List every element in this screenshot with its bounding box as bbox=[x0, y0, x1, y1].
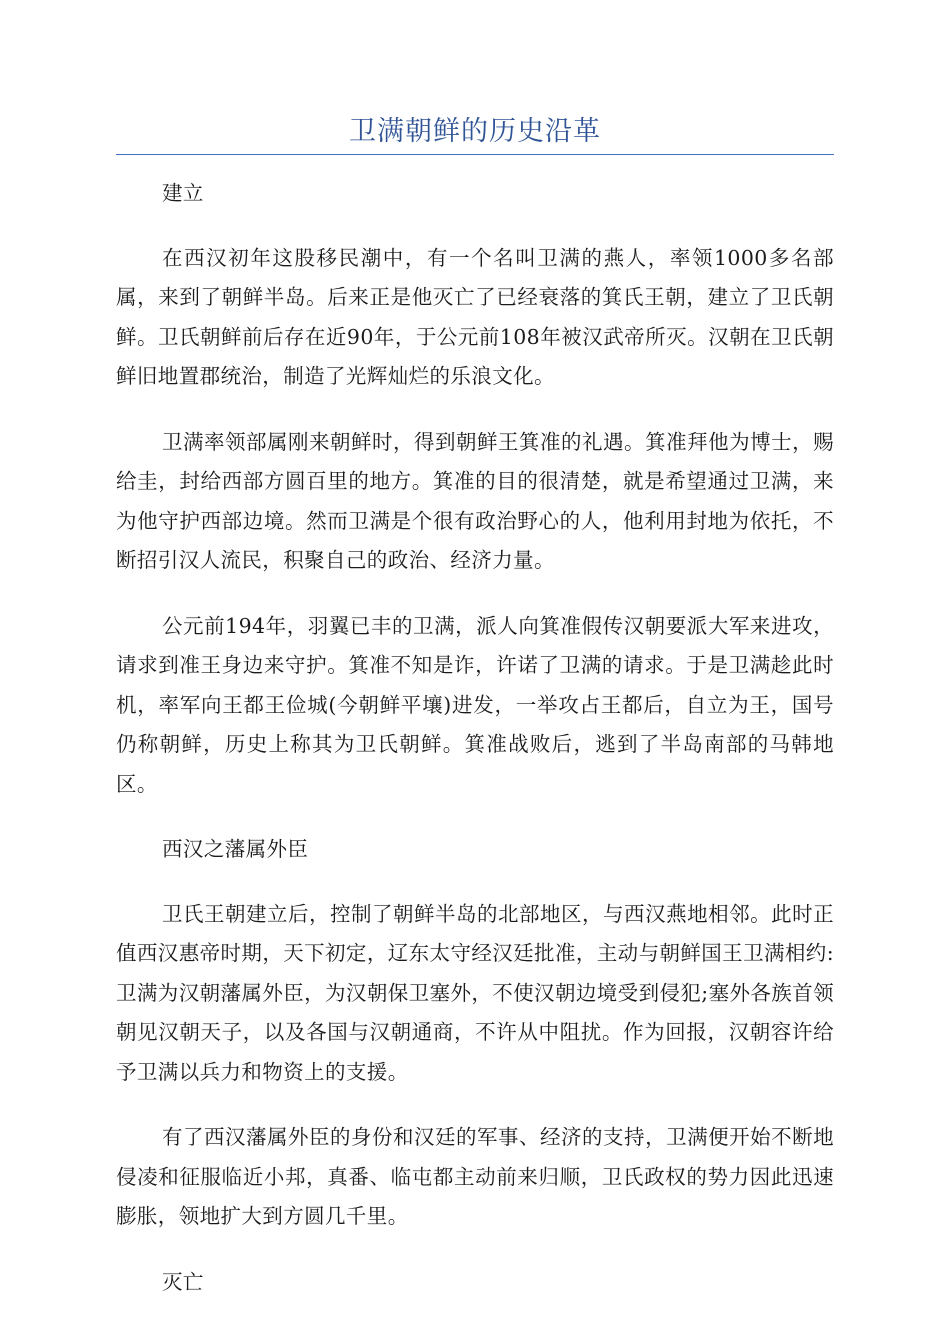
section-heading-vassal: 西汉之藩属外臣 bbox=[162, 837, 309, 861]
paragraph: 公元前194年，羽翼已丰的卫满，派人向箕准假传汉朝要派大军来进攻，请求到准王身边来守护。箕准不知是诈，许诺了卫满的请求。于是卫满趁此时机，率军向王都王俭城(今朝鲜平壤)进发，一举攻占王都后，自立为王，国号仍称朝鲜，历史上称其为卫氏朝鲜。箕准战败后，逃到了半岛南部的马韩地区。 bbox=[116, 613, 834, 796]
paragraph: 卫氏王朝建立后，控制了朝鲜半岛的北部地区，与西汉燕地相邻。此时正值西汉惠帝时期，天下初定，辽东太守经汉廷批准，主动与朝鲜国王卫满相约:卫满为汉朝藩属外臣，为汉朝保卫塞外，不使汉朝边境受到侵犯;塞外各族首领朝见汉朝天子，以及各国与汉朝通商，不许从中阻扰。作为回报，汉朝容许给予卫满以兵力和物资上的支援。 bbox=[116, 901, 834, 1084]
section-heading-fall: 灭亡 bbox=[162, 1269, 204, 1294]
title-underline bbox=[116, 154, 834, 155]
paragraph: 卫满率领部属刚来朝鲜时，得到朝鲜王箕准的礼遇。箕准拜他为博士，赐给圭，封给西部方圆百里的地方。箕准的目的很清楚，就是希望通过卫满，来为他守护西部边境。然而卫满是个很有政治野心的人，他利用封地为依托，不断招引汉人流民，积聚自己的政治、经济力量。 bbox=[116, 429, 834, 572]
page-title: 卫满朝鲜的历史沿革 bbox=[349, 116, 601, 147]
paragraph: 在西汉初年这股移民潮中，有一个名叫卫满的燕人，率领1000多名部属，来到了朝鲜半岛。后来正是他灭亡了已经衰落的箕氏王朝，建立了卫氏朝鲜。卫氏朝鲜前后存在近90年，于公元前108年被汉武帝所灭。汉朝在卫氏朝鲜旧地置郡统治，制造了光辉灿烂的乐浪文化。 bbox=[116, 245, 834, 388]
document-body bbox=[116, 174, 834, 1327]
section-heading-establishment: 建立 bbox=[162, 181, 204, 205]
paragraph: 有了西汉藩属外臣的身份和汉廷的军事、经济的支持，卫满便开始不断地侵凌和征服临近小邦，真番、临屯都主动前来归顺，卫氏政权的势力因此迅速膨胀，领地扩大到方圆几千里。 bbox=[116, 1125, 834, 1228]
